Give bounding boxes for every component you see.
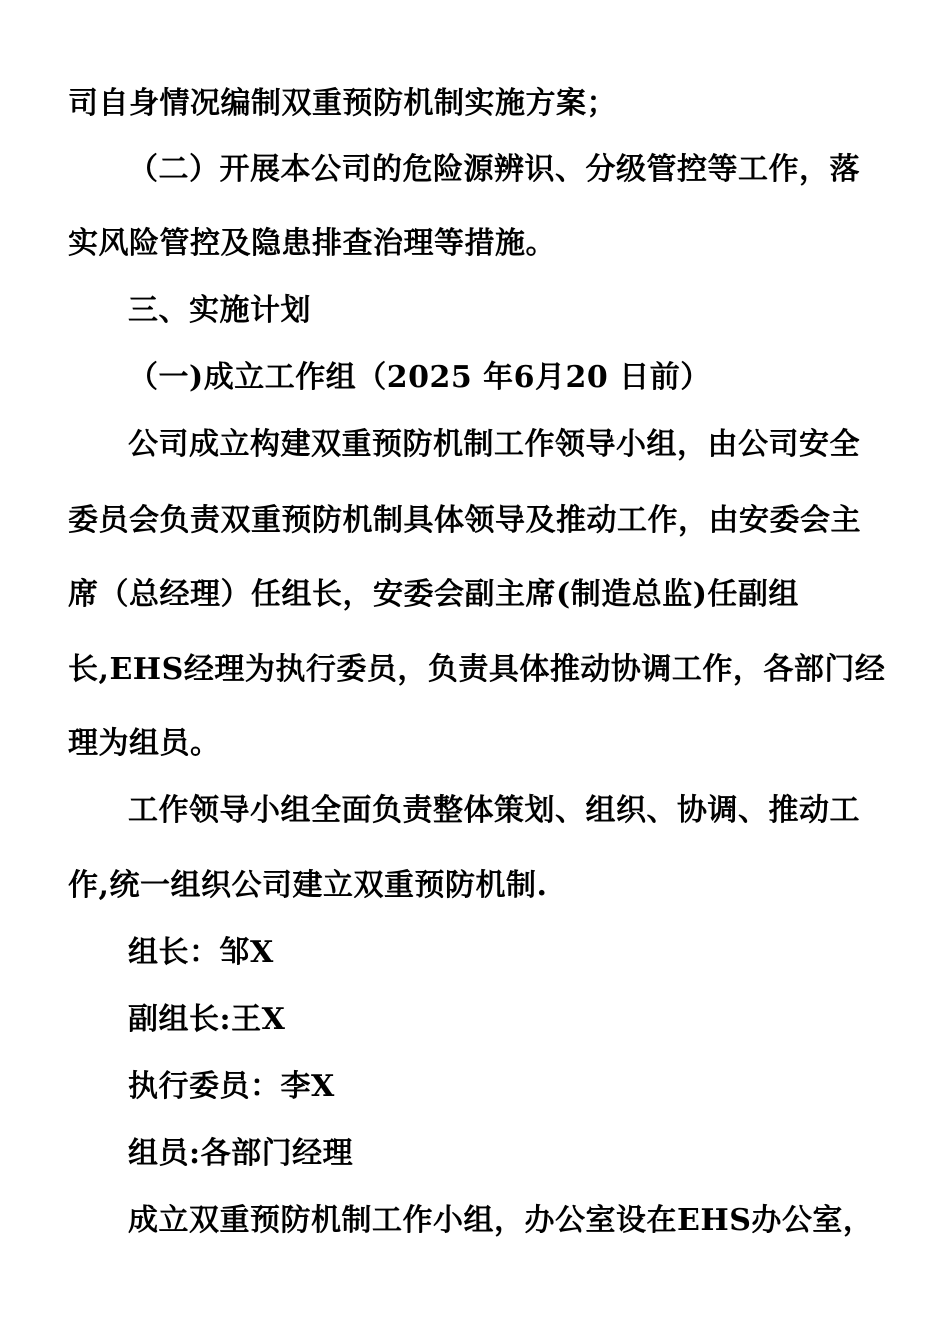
- text-line: 工作领导小组全面负责整体策划、组织、协调、推动工: [128, 793, 860, 828]
- text-line: 司自身情况编制双重预防机制实施方案；: [68, 86, 617, 121]
- text-line: 委员会负责双重预防机制具体领导及推动工作，由安委会主: [68, 503, 861, 538]
- section-heading: 三、实施计划: [128, 293, 311, 328]
- member-leader: 组长：邹X: [128, 935, 274, 970]
- text-line: （二）开展本公司的危险源辨识、分级管控等工作，落: [128, 152, 860, 187]
- text-line: 席（总经理）任组长，安委会副主席(制造总监)任副组: [68, 577, 799, 612]
- text-line: 公司成立构建双重预防机制工作领导小组，由公司安全: [128, 427, 860, 462]
- member-deputy-leader: 副组长:王X: [128, 1002, 286, 1037]
- text-line: 成立双重预防机制工作小组，办公室设在EHS办公室，: [128, 1203, 874, 1238]
- member-members: 组员:各部门经理: [128, 1136, 354, 1171]
- text-line: 长,EHS经理为执行委员，负责具体推动协调工作，各部门经: [68, 652, 886, 687]
- text-line: 实风险管控及隐患排查治理等措施。: [68, 226, 556, 261]
- member-executive: 执行委员：李X: [128, 1069, 335, 1104]
- text-line: 理为组员。: [68, 726, 221, 761]
- text-line: 作,统一组织公司建立双重预防机制.: [68, 868, 548, 903]
- subsection-heading: （一)成立工作组（2025 年6月20 日前）: [128, 360, 711, 395]
